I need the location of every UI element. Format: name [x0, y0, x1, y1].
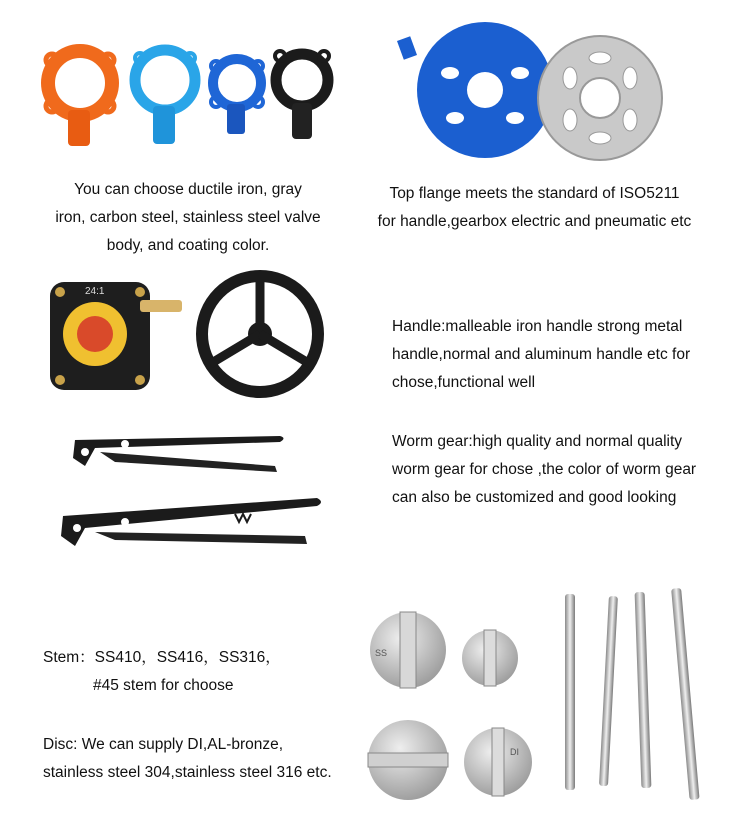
flange-text [362, 180, 707, 236]
worm-text-line: worm gear for chose ,the color of worm gear [392, 461, 697, 478]
disc-text [43, 731, 332, 787]
worm-text [392, 428, 696, 512]
body-text-line: You can choose ductile iron, gray [74, 181, 302, 198]
body-text [28, 176, 348, 260]
handwheel [202, 276, 318, 392]
steel-flange [538, 36, 662, 160]
blue-flange [397, 22, 553, 158]
stem-rods [565, 588, 700, 800]
body-text-line: body, and coating color. [106, 237, 270, 254]
stem-text [43, 644, 281, 700]
disc-small-top [462, 630, 518, 686]
lever-handle-top [73, 436, 284, 472]
flange-image [395, 18, 675, 168]
handle-text-line: Handle:malleable iron handle strong metal [392, 318, 683, 335]
gear-tag: 24:1 [85, 286, 105, 297]
worm-gearbox [50, 282, 182, 390]
discs-stems-image [360, 580, 730, 810]
disc-small-bottom [464, 728, 532, 796]
flange-text-line: Top flange meets the standard of ISO5211 [389, 185, 680, 202]
gearbox-handwheel-image [40, 272, 340, 402]
handle-text-line: chose,functional well [392, 374, 536, 391]
disc-stamp: SS [375, 648, 388, 658]
stem-rod [671, 588, 699, 800]
lever-handle-bottom [61, 498, 321, 546]
disc-large-top [370, 612, 446, 688]
stem-rod [565, 594, 575, 790]
disc-text-line: stainless steel 304,stainless steel 316 etc. [43, 764, 332, 781]
worm-text-line: can also be customized and good looking [392, 489, 677, 506]
disc-stamp: DI [510, 747, 519, 757]
blue-valve-body [211, 59, 263, 134]
handle-text-line: handle,normal and aluminum handle etc for [392, 346, 691, 363]
black-valve-body [275, 51, 329, 139]
flange-text-line: for handle,gearbox electric and pneumatic etc [377, 213, 692, 230]
stem-rod [635, 592, 652, 788]
light-blue-valve-body [135, 50, 195, 144]
worm-text-line: Worm gear:high quality and normal quality [392, 433, 683, 450]
lever-handles-image [55, 428, 330, 558]
stem-text-line: #45 stem for choose [93, 677, 234, 694]
orange-valve-body [46, 51, 114, 146]
disc-text-line: Disc: We can supply DI,AL-bronze, [43, 736, 284, 753]
handle-text [392, 313, 690, 397]
valve-bodies-image [30, 38, 340, 148]
stem-text-line: Stem：SS410，SS416，SS316， [43, 649, 281, 666]
disc-large-bottom [368, 720, 448, 800]
body-text-line: iron, carbon steel, stainless steel valve [55, 209, 321, 226]
stem-rod [599, 596, 618, 786]
